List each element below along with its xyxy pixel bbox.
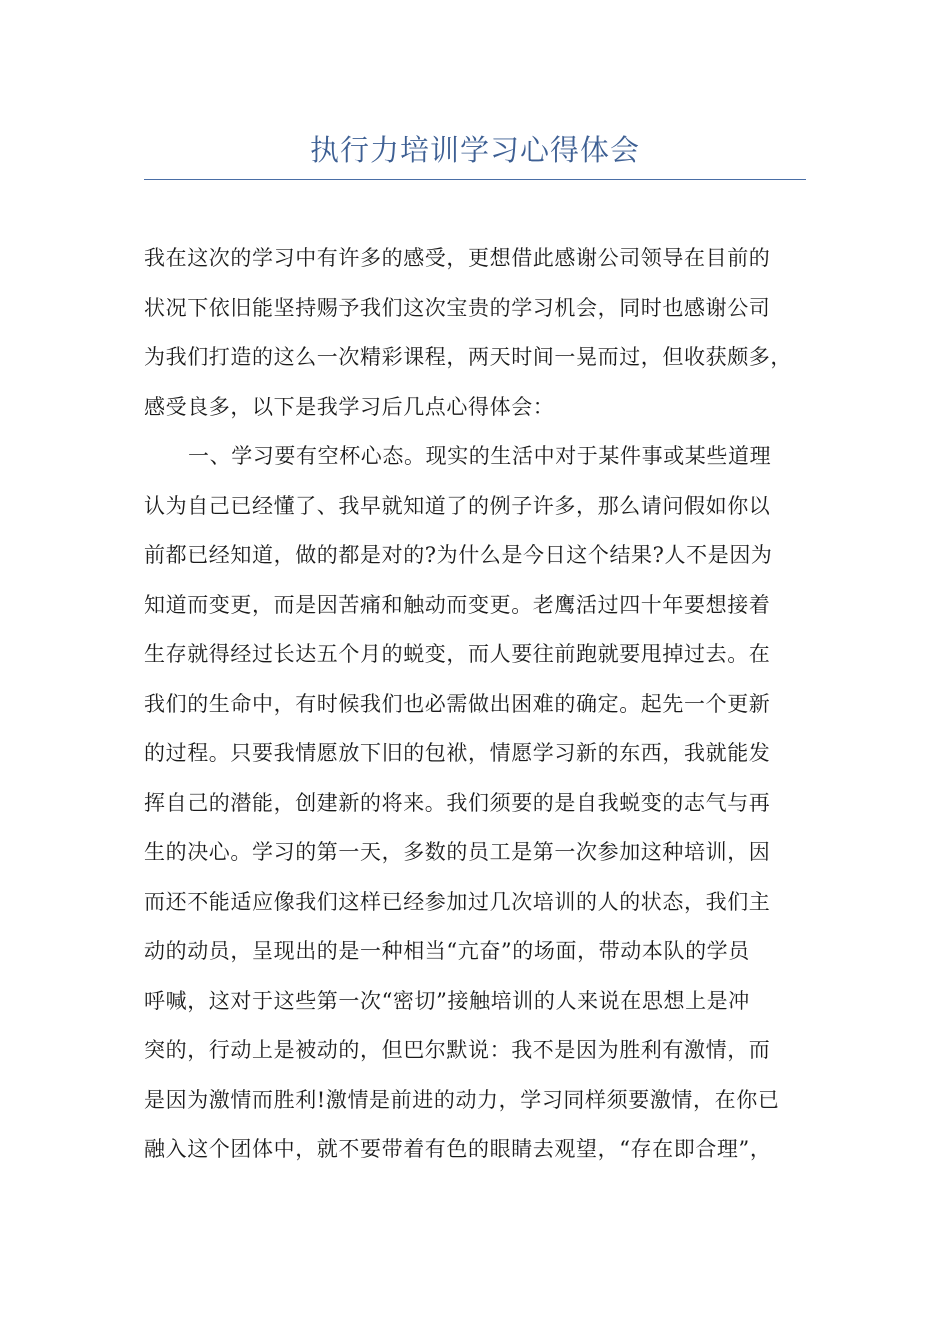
body-line: 动的动员，呈现出的是一种相当“亢奋”的场面，带动本队的学员 (144, 939, 750, 963)
body-line: 认为自己已经懂了、我早就知道了的例子许多，那么请问假如你以 (144, 493, 771, 518)
body-line: 我在这次的学习中有许多的感受，更想借此感谢公司领导在目前的 (144, 246, 771, 270)
body-line: 前都已经知道，做的都是对的?为什么是今日这个结果?人不是因为 (144, 543, 773, 567)
body-line: 生存就得经过长达五个月的蜕变，而人要往前跑就要甩掉过去。在 (144, 642, 771, 666)
body-line: 而还不能适应像我们这样已经参加过几次培训的人的状态，我们主 (144, 889, 771, 914)
body-line: 状况下依旧能坚持赐予我们这次宝贵的学习机会，同时也感谢公司 (144, 295, 771, 320)
body-line: 呼喊，这对于这些第一次“密切”接触培训的人来说在思想上是冲 (144, 988, 750, 1013)
body-line: 是因为激情而胜利!激情是前进的动力，学习同样须要激情，在你已 (144, 1087, 780, 1112)
document-body (144, 234, 824, 1175)
body-line: 为我们打造的这么一次精彩课程，两天时间一晃而过，但收获颇多， (144, 345, 792, 369)
body-line: 生的决心。学习的第一天，多数的员工是第一次参加这种培训，因 (144, 840, 771, 864)
body-line: 的过程。只要我情愿放下旧的包袱，情愿学习新的东西，我就能发 (144, 741, 771, 765)
document-title: 执行力培训学习心得体会 (309, 133, 640, 167)
body-line: 我们的生命中，有时候我们也必需做出困难的确定。起先一个更新 (144, 691, 771, 716)
title-underline (144, 179, 806, 180)
body-line: 一、学习要有空杯心态。现实的生活中对于某件事或某些道理 (188, 444, 772, 468)
body-line: 知道而变更，而是因苦痛和触动而变更。老鹰活过四十年要想接着 (144, 592, 771, 617)
body-line: 融入这个团体中，就不要带着有色的眼睛去观望，“存在即合理”， (144, 1137, 772, 1161)
body-line: 感受良多，以下是我学习后几点心得体会： (144, 394, 555, 419)
body-line: 突的，行动上是被动的，但巴尔默说：我不是因为胜利有激情，而 (144, 1038, 771, 1062)
body-line: 挥自己的潜能，创建新的将来。我们须要的是自我蜕变的志气与再 (144, 790, 771, 815)
